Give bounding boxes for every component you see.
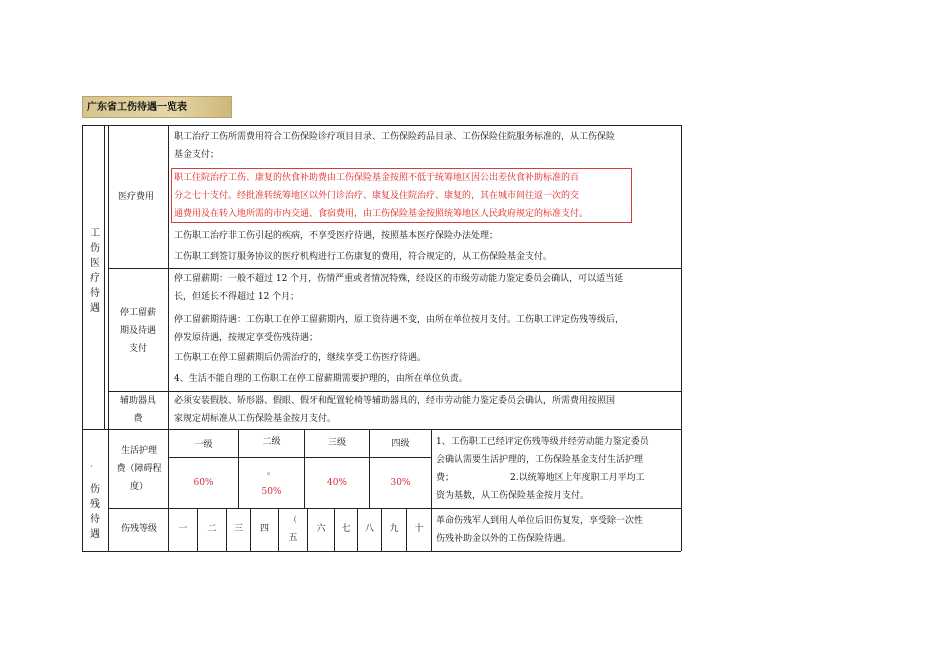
care-fee-label: 生活护理 费（障碍程 度） [116,446,162,492]
section-medical-label: 工 伤 医 疗 待 遇 [90,228,100,314]
aids-text: 必须安装假肢、矫形器、假眼、假牙和配置轮椅等辅助器具的，经市劳动能力鉴定委员会确认，所需费用按照国 家规定胡标准从工伤保险基金按月支付。 [174,396,616,424]
care-fee-text: 1、工伤职工已经评定伤残等级并经劳动能力鉴定委员 会确认需要生活护理的，工伤保险基金支付生活护理 费； 2.以统筹地区上年度职工月平均工 资为基数，从工伤保险基金按月支付。 [436,437,649,501]
aids-label: 辅助器具 费 [119,396,156,424]
suspension-p4: 4、生活不能自理的工伤职工在停工留薪期需要护理的，由所在单位负责。 [174,374,468,384]
grade-text: 革命伤残军人到用人单位后旧伤复发，享受除一次性 伤残补助金以外的工伤保险待遇。 [436,516,644,544]
page-title: 广东省工伤待遇一览表 [82,96,232,118]
medical-p1: 职工治疗工伤所需费用符合工伤保险诊疗项目目录、工伤保险药品目录、工伤保险住院服务标准的，从工伤保险 基金支付； [174,132,616,160]
section-disability-label: 伤 残 待 遇 [90,484,100,540]
medical-label: 医疗费用 [118,192,155,202]
suspension-p3: 工伤职工在停工留薪期后仍需治疗的，继续享受工伤医疗待遇。 [174,353,427,363]
grade-cell: 五 [288,533,298,543]
grade-label: 伤残等级 [120,524,157,534]
suspension-p1: 停工留薪期：一般不超过 12 个月，伤情严重或者情况特殊，经设区的市级劳动能力鉴定委员会确认，可以适当延 长，但延长不得超过 12 个月； [174,274,624,302]
grade-cell: 七 [341,524,351,534]
grade-cell: 三 [233,524,243,534]
section-disability-mark: · [90,462,93,471]
care-pct-3: 40% [326,478,347,488]
care-level-3: 三级 [327,438,346,448]
care-pct-2: 50% [261,487,282,497]
care-pct-1: 60% [193,478,214,488]
care-pct-4: 30% [390,478,411,488]
grade-bracket: （ [289,515,297,524]
grade-cell: 一 [178,524,188,534]
care-note-mark: 。 [266,467,276,477]
grade-cell: 八 [364,524,374,534]
suspension-p2: 停工留薪期待遇：工伤职工在停工留薪期内，原工资待遇不变，由所在单位按月支付。工伤职工评定伤残等级后， 停发原待遇，按规定享受伤残待遇； [174,315,625,343]
grade-cell: 九 [389,524,399,534]
grade-cell: 二 [207,524,217,534]
care-level-1: 一级 [194,440,213,450]
medical-p3: 工伤职工治疗非工伤引起的疾病，不享受医疗待遇，按照基本医疗保险办法处理； [174,231,499,241]
medical-p4: 工伤职工到签订服务协议的医疗机构进行工伤康复的费用，符合规定的，从工伤保险基金支付。 [174,252,553,262]
grade-cell: 十 [414,524,424,534]
suspension-label: 停工留薪 期及待遇 支付 [119,308,156,354]
care-level-2: 二级 [262,437,281,447]
grade-cell: 四 [259,524,269,534]
medical-red-text: 职工住院治疗工伤、康复的伙食补助费由工伤保险基金按照不低于统筹地区因公出差伙食补助标准的百 分之七十支付。经批准转统筹地区以外门诊治疗、康复及住院治疗、康复的，其在城市间往返一次的交 通费用及在转入地所需的市内交通、食宿费用，由工伤保险基金按照统筹地区人民政府规定的标准支付。 [174,173,589,219]
care-level-4: 四级 [391,439,410,449]
grade-cell: 六 [316,524,326,534]
